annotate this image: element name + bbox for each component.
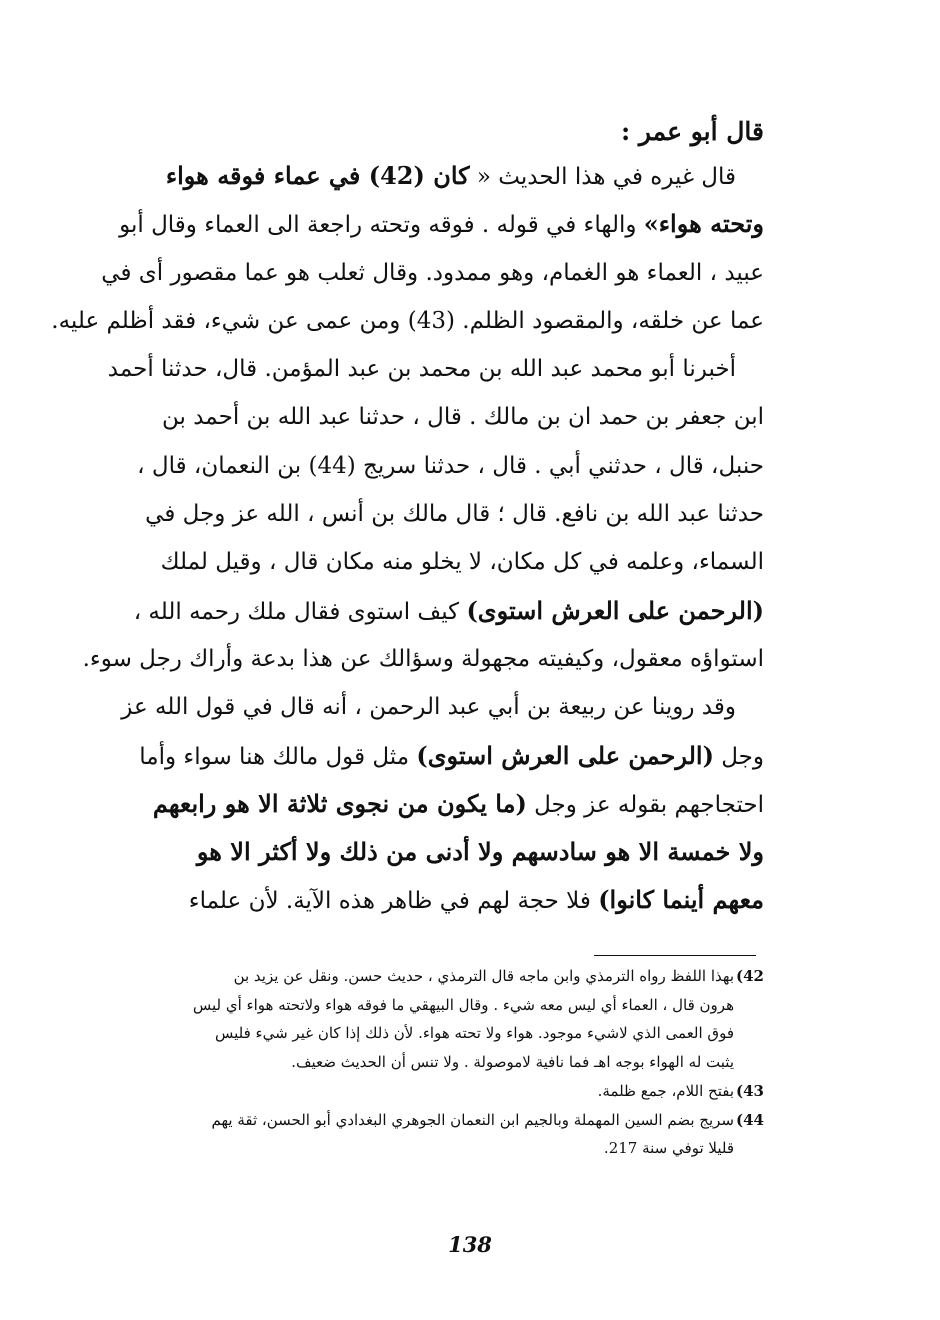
text-segment: مثل قول مالك هنا سواء وأما [139,743,417,770]
text-segment: استواؤه معقول، وكيفيته مجهولة وسؤالك عن هذا بدعة وأراك رجل سوء. [82,645,764,672]
text-segment: السماء، وعلمه في كل مكان، لا يخلو منه مكان قال ، وقيل لملك [160,549,764,576]
quoted-text: وتحته هواء» [643,209,764,239]
page-number: 138 [448,1232,492,1257]
text-line [139,732,764,780]
footnote-text: يثبت له الهواء بوجه اهـ فما نافية لاموصولة . ولا تنس أن الحديث ضعيف. [291,1053,734,1072]
quoted-text: معهم أينما كانوا) [598,885,764,915]
footnote-text: قليلا توفي سنة 217. [603,1139,734,1158]
text-segment: كيف استوى فقال ملك رحمه الله ، [133,598,467,625]
footnote-number: 43) [736,1081,764,1100]
text-line [101,249,764,297]
quoted-text: ولا خمسة الا هو سادسهم ولا أدنى من ذلك ولا أكثر الا هو [196,837,764,867]
text-line [139,393,764,441]
text-line [139,538,764,586]
text-segment: ابن جعفر بن حمد ان بن مالك . قال ، حدثنا عبد الله بن أحمد بن [162,404,764,431]
text-line [51,297,764,345]
text-line [82,635,764,683]
text-line [107,345,764,393]
text-segment: وجل [713,743,764,770]
text-segment: قال غيره في هذا الحديث « [469,164,736,190]
section-heading: قال أبو عمر : [620,117,764,146]
quoted-text: (الرحمن على العرش استوى) [466,595,764,625]
footnote-text: سريج بضم السين المهملة وبالجيم ابن النعمان الجوهري البغدادي أبو الحسن، ثقة يهم [211,1110,734,1129]
text-segment: احتجاجهم بقوله عز وجل [526,791,764,818]
text-line [139,152,764,200]
quoted-text: (ما يكون من نجوى ثلاثة الا هو رابعهم [152,788,527,818]
text-line [139,442,764,490]
footnote-separator [594,955,756,956]
footnote [134,1106,764,1163]
text-segment: وقد روينا عن ربيعة بن أبي عبد الرحمن ، أنه قال في قول الله عز [121,694,736,721]
footnote [134,962,764,1077]
footnote-text: هرون قال ، العماء أي ليس معه شيء . وقال البيهقي ما فوقه هواء ولاتحته هواء أي ليس [192,995,734,1014]
text-segment: فلا حجة لهم في ظاهر هذه الآية. لأن علماء [188,888,599,915]
footnote [134,1077,764,1106]
text-line [139,876,764,924]
footnote-text: بهذا اللفظ رواه الترمذي وابن ماجه قال الترمذي ، حديث حسن. ونقل عن يزيد بن [233,967,734,985]
text-line [139,490,764,538]
footnote-first-line [134,1077,764,1106]
quoted-text: (الرحمن على العرش استوى) [416,740,714,770]
footnote-number: 42) [736,967,764,985]
text-segment: أخبرنا أبو محمد عبد الله بن محمد بن عبد المؤمن. قال، حدثنا أحمد [107,356,736,383]
text-line [139,828,764,876]
text-segment: عما عن خلقه، والمقصود الظلم. (43) ومن عمى عن شيء، فقد أظلم عليه. [51,307,764,334]
quoted-text: كان (42) في عماء فوقه هواء [165,161,470,190]
text-line [119,200,764,248]
text-segment: عبيد ، العماء هو الغمام، وهو ممدود. وقال ثعلب هو عما مقصور أى في [101,259,764,286]
main-text [51,152,764,925]
text-segment: والهاء في قوله . فوقه وتحته راجعة الى العماء وقال أبو [119,212,644,239]
text-line [133,587,764,635]
footnote-first-line [134,962,764,991]
footnote-number: 44) [736,1110,764,1129]
footnote-first-line [134,1106,764,1135]
text-segment: حنبل، قال ، حدثني أبي . قال ، حدثنا سريج (44) بن النعمان، قال ، [137,452,764,479]
text-segment: حدثنا عبد الله بن نافع. قال ؛ قال مالك بن أنس ، الله عز وجل في [145,501,764,528]
footnote-text: فوق العمى الذي لاشيء موجود. هواء ولا تحته هواء. لأن ذلك إذا كان غير شيء فليس [214,1024,734,1043]
text-line [121,683,764,731]
text-line [139,780,764,828]
footnotes [134,962,764,1163]
footnote-text: بفتح اللام، جمع ظلمة. [597,1081,734,1100]
